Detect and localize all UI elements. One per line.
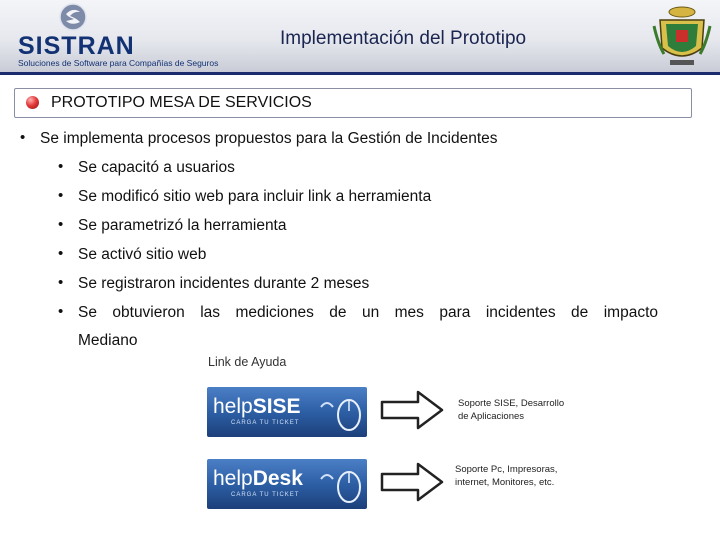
sub-bullet-text: Se activó sitio web — [78, 246, 207, 263]
main-bullet-text: Se implementa procesos propuestos para la Gestión de Incidentes — [40, 130, 498, 147]
help-sise-subtext: CARGA TU TICKET — [231, 420, 300, 426]
help-desk-description — [455, 463, 557, 489]
slide-header — [0, 0, 720, 72]
header-divider — [0, 72, 720, 75]
section-title: PROTOTIPO MESA DE SERVICIOS — [51, 94, 312, 111]
bullet-dot-icon: • — [20, 129, 26, 146]
sistran-logo-text: SISTRAN — [18, 32, 135, 60]
sistran-globe-icon — [56, 2, 90, 32]
university-crest-icon — [652, 4, 712, 68]
help-sise-logo-text — [213, 395, 301, 419]
help-links-label: Link de Ayuda — [208, 355, 287, 369]
help-desk-subtext: CARGA TU TICKET — [231, 492, 300, 498]
description-line: de Aplicaciones — [458, 411, 525, 422]
page-title: Implementación del Prototipo — [280, 28, 527, 49]
help-prefix: help — [213, 467, 253, 490]
sub-bullet-text: Se capacitó a usuarios — [78, 159, 235, 176]
sub-bullet-text: Se registraron incidentes durante 2 meses — [78, 275, 370, 292]
bullet-dot-icon: • — [58, 245, 64, 262]
bullet-dot-icon: • — [58, 274, 64, 291]
sub-bullet-text: Se parametrizó la herramienta — [78, 217, 287, 234]
description-line: Soporte Pc, Impresoras, — [455, 464, 558, 475]
bullet-dot-icon: • — [58, 216, 64, 233]
help-name: Desk — [252, 467, 303, 490]
help-desk-logo-text — [213, 467, 303, 491]
sistran-tagline: Soluciones de Software para Compañías de Seguros — [18, 58, 219, 68]
right-arrow-icon — [380, 462, 444, 502]
mouse-icon — [319, 465, 367, 505]
bullet-dot-icon: • — [58, 158, 64, 175]
help-name: SISE — [252, 395, 301, 418]
bullet-dot-icon: • — [58, 187, 64, 204]
mouse-icon — [319, 393, 367, 433]
help-prefix: help — [213, 395, 253, 418]
help-sise-description — [458, 397, 564, 423]
description-line: Soporte SISE, Desarrollo — [458, 398, 565, 409]
sub-bullet-text: Se modificó sitio web para incluir link a herramienta — [78, 188, 432, 205]
red-bullet-icon — [26, 96, 39, 109]
help-desk-button[interactable] — [206, 458, 368, 510]
right-arrow-icon — [380, 390, 444, 430]
bullet-dot-icon: • — [58, 303, 64, 320]
section-title-box — [14, 88, 692, 118]
description-line: internet, Monitores, etc. — [455, 477, 555, 488]
sub-bullet-text: Se obtuvieron las mediciones de un mes para incidentes de impacto — [78, 304, 658, 321]
help-sise-button[interactable] — [206, 386, 368, 438]
sub-bullet-continuation: Mediano — [78, 332, 138, 349]
